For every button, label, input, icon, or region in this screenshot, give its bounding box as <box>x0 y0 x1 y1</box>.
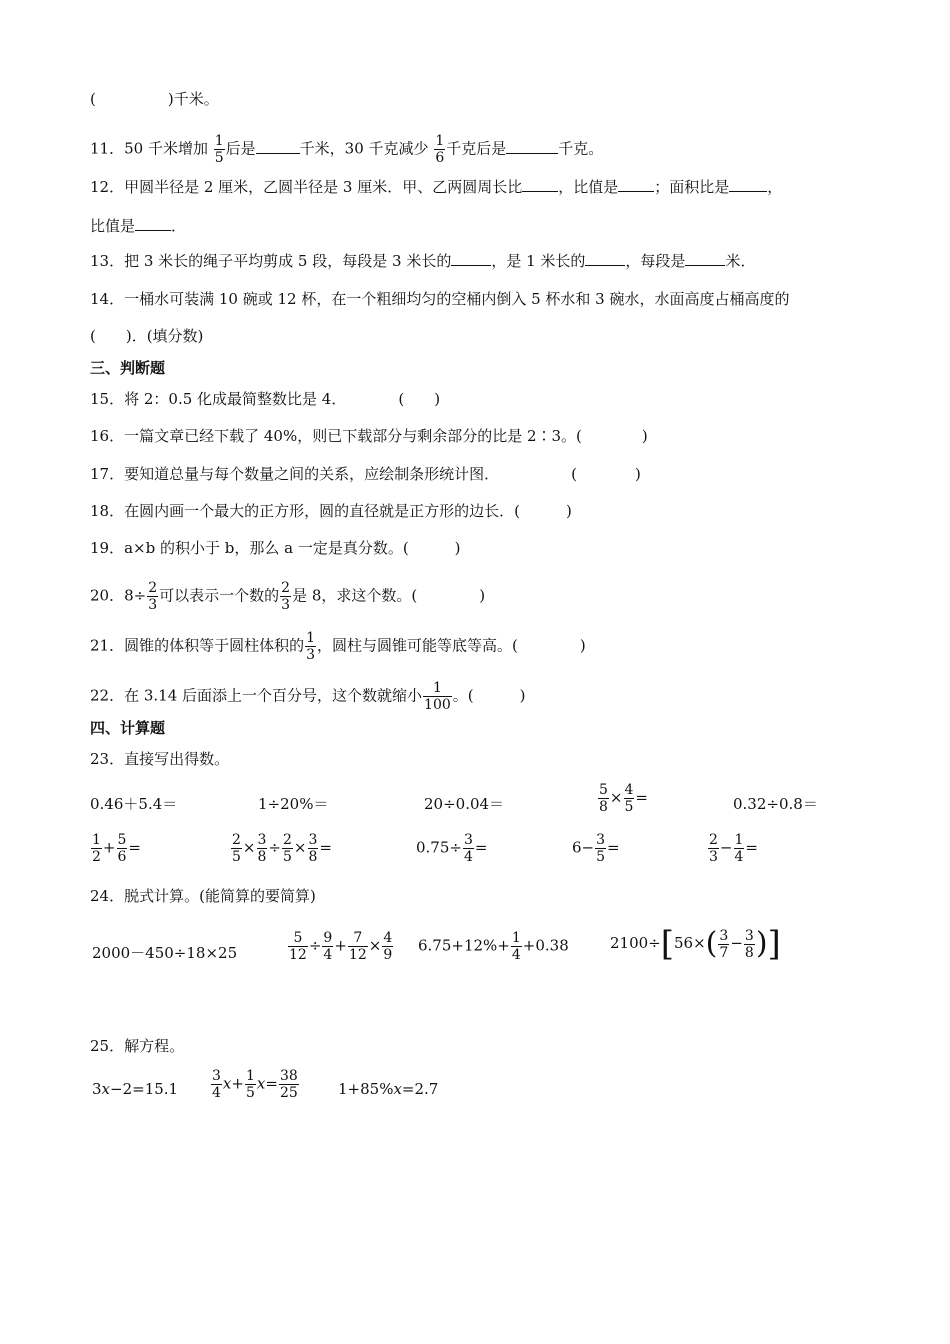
question-18: 18．在圆内画一个最大的正方形，圆的直径就是正方形的边长．( ) <box>90 502 572 520</box>
calc-item: $\frac{1}{2}$ + $\frac{5}{6}$ = <box>92 832 141 865</box>
fraction: $\frac{1}{5}$ <box>214 133 224 166</box>
answer-blank[interactable] <box>618 177 654 192</box>
calc-item: $\frac{5}{8}$ × $\frac{4}{5}$ = <box>599 782 648 815</box>
calc-item: $\frac{2}{3}$ − $\frac{1}{4}$ = <box>709 832 758 865</box>
calc-item: 6− $\frac{3}{5}$ = <box>572 832 620 865</box>
answer-blank[interactable] <box>729 177 767 192</box>
calc-expression: $\frac{5}{12}$ ÷ $\frac{9}{4}$ + $\frac{7}{12}$ × $\frac{4}{9}$ <box>289 930 393 963</box>
question-22: 22．在 3.14 后面添上一个百分号，这个数就缩小 $\frac{1}{100}$ 。( ) <box>90 680 526 713</box>
answer-blank[interactable] <box>585 251 625 266</box>
question-14-cont: ( )．(填分数) <box>90 327 204 345</box>
answer-paren[interactable]: ( ) <box>398 390 441 408</box>
fraction: $\frac{1}{3}$ <box>306 630 316 663</box>
question-17: 17．要知道总量与每个数量之间的关系，应绘制条形统计图． ( ) <box>90 465 641 483</box>
calc-item: 0.75÷ $\frac{3}{4}$ = <box>416 832 488 865</box>
answer-blank[interactable] <box>451 251 491 266</box>
q10-tail: ( )千米。 <box>90 90 219 108</box>
question-19: 19．a×b 的积小于 b，那么 a 一定是真分数。( ) <box>90 539 461 557</box>
answer-blank[interactable] <box>685 251 725 266</box>
fraction: $\frac{1}{6}$ <box>435 133 445 166</box>
question-23-title: 23．直接写出得数。 <box>90 750 230 768</box>
calc-expression: 2000－450÷18×25 <box>92 944 238 962</box>
question-13: 13．把 3 米长的绳子平均剪成 5 段，每段是 3 米长的 ，是 1 米长的 ，每段是 米． <box>90 252 756 270</box>
fraction: $\frac{1}{100}$ <box>424 680 451 713</box>
question-14: 14．一桶水可装满 10 碗或 12 杯，在一个粗细均匀的空桶内倒入 5 杯水和 3 碗水，水面高度占桶高度的 <box>90 290 790 308</box>
calc-expression: 2100÷[56×( $\frac{3}{7}$ − $\frac{3}{8}$ )] <box>610 924 781 964</box>
answer-blank[interactable] <box>135 216 171 231</box>
question-16: 16．一篇文章已经下载了 40%，则已下载部分与剩余部分的比是 2∶3。( ) <box>90 427 648 445</box>
question-24-title: 24．脱式计算。(能简算的要简算) <box>90 887 316 905</box>
calc-item: 0.32÷0.8＝ <box>733 795 818 813</box>
calc-expression: 6.75+12%+ $\frac{1}{4}$ +0.38 <box>418 930 569 963</box>
calc-item: $\frac{2}{5}$ × $\frac{3}{8}$ ÷ $\frac{2}{5}$ × $\frac{3}{8}$ = <box>232 832 332 865</box>
answer-blank[interactable] <box>522 177 558 192</box>
equation: 3x−2=15.1 <box>92 1080 179 1098</box>
question-21: 21．圆锥的体积等于圆柱体积的 $\frac{1}{3}$ ，圆柱与圆锥可能等底等高。( ) <box>90 630 586 663</box>
question-20: 20．8÷ $\frac{2}{3}$ 可以表示一个数的 $\frac{2}{3}$ 是 8，求这个数。( ) <box>90 580 486 613</box>
section-heading-judgement: 三、判断题 <box>90 359 166 377</box>
question-12: 12．甲圆半径是 2 厘米，乙圆半径是 3 厘米．甲、乙两圆周长比 ，比值是 ；面积比是 ， <box>90 178 783 196</box>
calc-item: 1÷20%＝ <box>258 795 329 813</box>
section-heading-calculation: 四、计算题 <box>90 719 166 737</box>
question-11: 11．50 千米增加 $\frac{1}{5}$ 后是 千米，30 千克减少 $\frac{1}{6}$ 千克后是 千克。 <box>90 133 604 166</box>
calc-item: 0.46＋5.4＝ <box>90 795 178 813</box>
equation: $\frac{3}{4}$ x+ $\frac{1}{5}$ x= $\frac{38}{25}$ <box>212 1068 298 1101</box>
answer-blank[interactable] <box>506 139 558 154</box>
question-15: 15．将 2：0.5 化成最简整数比是 4． ( ) <box>90 390 441 408</box>
answer-blank[interactable] <box>256 139 300 154</box>
fraction: $\frac{2}{3}$ <box>148 580 158 613</box>
equation: 1+85%x=2.7 <box>338 1080 439 1098</box>
calc-item: 20÷0.04＝ <box>424 795 505 813</box>
question-25-title: 25．解方程。 <box>90 1037 185 1055</box>
question-12-cont: 比值是 ． <box>90 217 187 235</box>
fraction: $\frac{2}{3}$ <box>281 580 291 613</box>
